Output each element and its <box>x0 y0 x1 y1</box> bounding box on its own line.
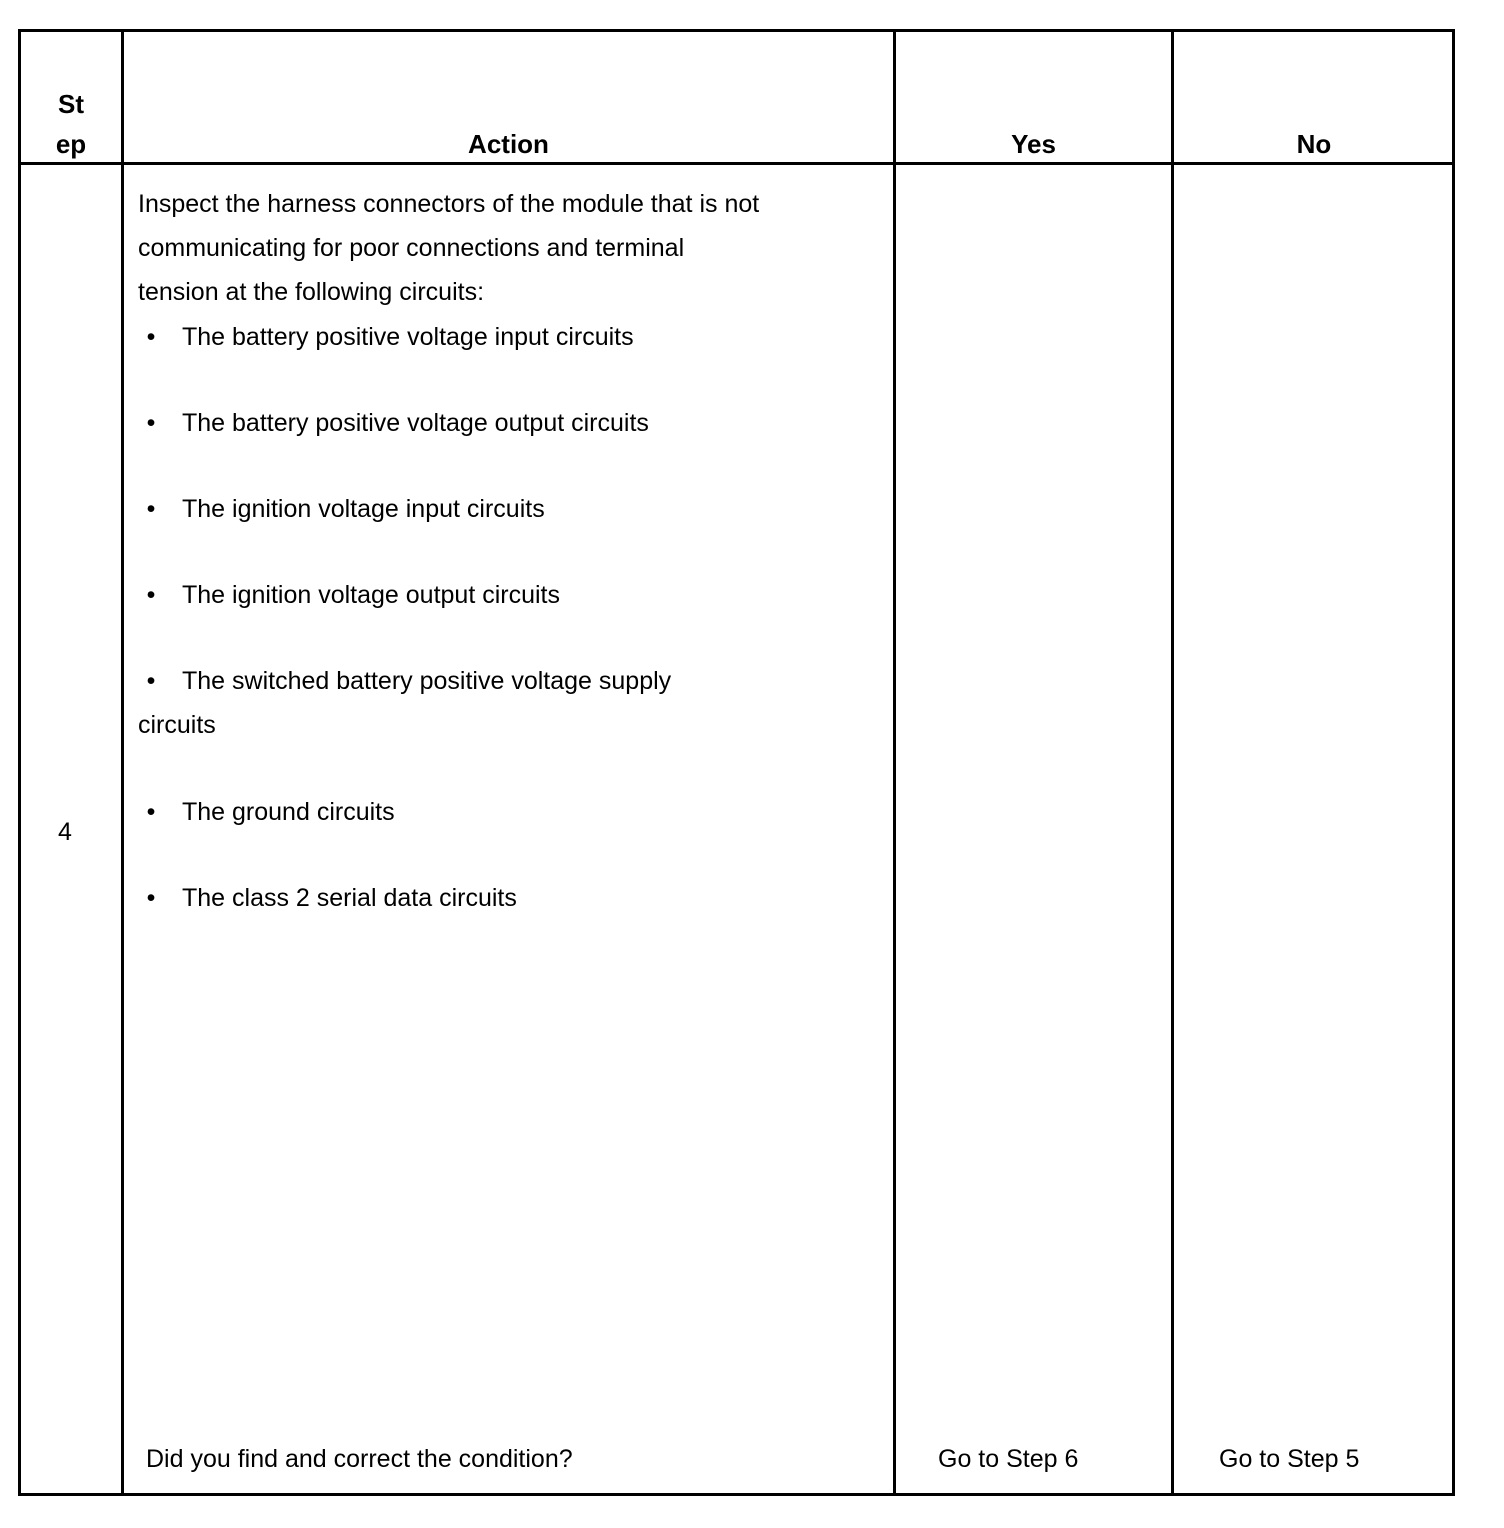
action-intro-line: tension at the following circuits: <box>138 278 485 306</box>
diagnostic-table <box>18 29 1455 1496</box>
list-item-text: The battery positive voltage input circuits <box>182 323 634 351</box>
action-intro-line: communicating for poor connections and terminal <box>138 234 685 262</box>
bullet-icon: • <box>146 798 156 826</box>
column-divider <box>1171 32 1174 1493</box>
list-item-text: The ignition voltage output circuits <box>182 581 560 609</box>
yes-result: Go to Step 6 <box>938 1445 1079 1473</box>
header-no: No <box>1296 129 1332 159</box>
column-divider <box>121 32 124 1493</box>
column-divider <box>893 32 896 1493</box>
list-item-text: The ground circuits <box>182 798 395 826</box>
list-item-continuation: circuits <box>138 711 216 739</box>
header-action: Action <box>468 129 549 159</box>
action-intro-line: Inspect the harness connectors of the module that is not <box>138 190 760 218</box>
step-number: 4 <box>58 818 72 846</box>
bullet-icon: • <box>146 323 156 351</box>
no-result: Go to Step 5 <box>1219 1445 1360 1473</box>
header-yes: Yes <box>1011 129 1056 159</box>
bullet-icon: • <box>146 884 156 912</box>
list-item-text: The switched battery positive voltage supply <box>182 667 672 695</box>
bullet-icon: • <box>146 409 156 437</box>
list-item-text: The ignition voltage input circuits <box>182 495 545 523</box>
bullet-icon: • <box>146 495 156 523</box>
bullet-icon: • <box>146 667 156 695</box>
bullet-icon: • <box>146 581 156 609</box>
list-item-text: The class 2 serial data circuits <box>182 884 517 912</box>
header-step-line2: ep <box>55 129 87 159</box>
action-question: Did you find and correct the condition? <box>146 1445 573 1473</box>
list-item-text: The battery positive voltage output circuits <box>182 409 649 437</box>
header-step-line1: St <box>58 89 84 119</box>
